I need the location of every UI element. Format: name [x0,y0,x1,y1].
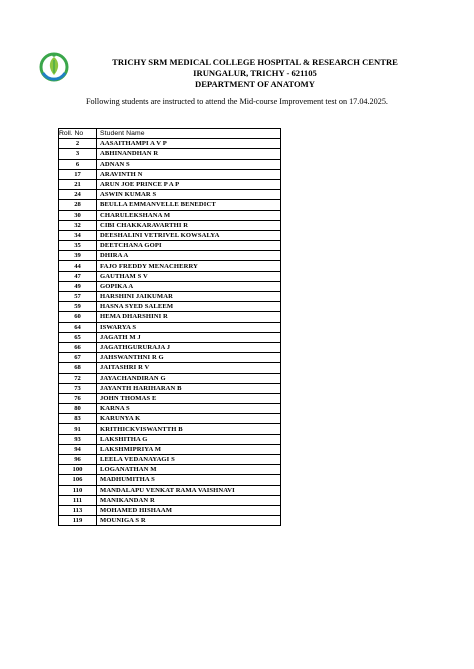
table-row [59,139,281,149]
roll-number-cell: 76 [59,393,97,403]
student-name-cell: ARAVINTH N [97,169,281,179]
roll-number-cell: 83 [59,414,97,424]
roll-number-cell: 35 [59,241,97,251]
table-row [59,393,281,403]
student-name-cell: JAITASHRI R V [97,363,281,373]
table-row [59,455,281,465]
roll-number-cell: 111 [59,495,97,505]
table-row [59,210,281,220]
table-row [59,434,281,444]
letterhead [70,57,440,90]
student-name-cell: JAYANTH HARIHARAN B [97,383,281,393]
student-name-cell: BEULLA EMMANVELLE BENEDICT [97,200,281,210]
student-name-cell: DHIRA A [97,251,281,261]
table-row [59,465,281,475]
student-name-cell: JAGATH M J [97,332,281,342]
student-name-cell: CHARULEKSHANA M [97,210,281,220]
table-row [59,159,281,169]
student-name-cell: LAKSHITHA G [97,434,281,444]
student-name-cell: ABHINANDHAN R [97,149,281,159]
roll-number-cell: 24 [59,190,97,200]
roll-number-cell: 28 [59,200,97,210]
roll-number-cell: 47 [59,271,97,281]
table-header-row [59,129,281,139]
roll-number-cell: 80 [59,404,97,414]
roll-number-cell: 66 [59,342,97,352]
table-row [59,261,281,271]
roll-number-cell: 64 [59,322,97,332]
roll-number-cell: 94 [59,444,97,454]
student-name-cell: GOPIKA A [97,281,281,291]
roll-number-cell: 39 [59,251,97,261]
roll-number-cell: 96 [59,455,97,465]
student-table [58,128,281,526]
student-name-cell: ASWIN KUMAR S [97,190,281,200]
roll-number-cell: 68 [59,363,97,373]
roll-number-cell: 34 [59,230,97,240]
student-name-cell: CIBI CHAKKARAVARTHI R [97,220,281,230]
table-row [59,230,281,240]
table-row [59,353,281,363]
student-name-cell: MOUNIGA S R [97,516,281,526]
college-address: IRUNGALUR, TRICHY - 621105 [193,68,317,78]
roll-number-cell: 32 [59,220,97,230]
roll-number-cell: 21 [59,179,97,189]
student-name-cell: JAYACHANDIRAN G [97,373,281,383]
student-name-cell: KARUNYA K [97,414,281,424]
roll-number-cell: 17 [59,169,97,179]
student-name-cell: KARNA S [97,404,281,414]
table-row [59,322,281,332]
student-name-cell: ARUN JOE PRINCE P A P [97,179,281,189]
table-row [59,414,281,424]
roll-number-cell: 91 [59,424,97,434]
student-name-cell: JAGATHGURURAJA J [97,342,281,352]
student-name-cell: LOGANATHAN M [97,465,281,475]
table-row [59,475,281,485]
roll-number-cell: 113 [59,505,97,515]
table-row [59,444,281,454]
college-logo [38,51,70,83]
roll-number-cell: 119 [59,516,97,526]
student-name-cell: MANDALAPU VENKAT RAMA VAISHNAVI [97,485,281,495]
roll-number-cell: 49 [59,281,97,291]
student-name-cell: HEMA DHARSHINI R [97,312,281,322]
roll-number-cell: 67 [59,353,97,363]
table-row [59,312,281,322]
roll-number-cell: 44 [59,261,97,271]
student-name-cell: ISWARYA S [97,322,281,332]
table-body [59,139,281,526]
intro-text: Following students are instructed to attend the Mid-course Improvement test on 17.04.2025. [86,97,388,106]
column-header-student-name: Student Name [97,129,281,139]
table-row [59,271,281,281]
student-name-cell: HASNA SYED SALEEM [97,302,281,312]
college-name: TRICHY SRM MEDICAL COLLEGE HOSPITAL & RESEARCH CENTRE [112,57,398,67]
roll-number-cell: 72 [59,373,97,383]
student-name-cell: DEESHALINI VETRIVEL KOWSALYA [97,230,281,240]
roll-number-cell: 73 [59,383,97,393]
roll-number-cell: 106 [59,475,97,485]
table-row [59,292,281,302]
student-name-cell: HARSHINI JAIKUMAR [97,292,281,302]
roll-number-cell: 2 [59,139,97,149]
table-row [59,495,281,505]
table-row [59,363,281,373]
table-row [59,241,281,251]
student-name-cell: MANIKANDAN R [97,495,281,505]
table-row [59,251,281,261]
table-row [59,190,281,200]
student-name-cell: LAKSHMIPRIYA M [97,444,281,454]
table-row [59,516,281,526]
table-row [59,342,281,352]
student-name-cell: AASAITHAMPI A V P [97,139,281,149]
table-row [59,404,281,414]
roll-number-cell: 3 [59,149,97,159]
student-name-cell: JOHN THOMAS E [97,393,281,403]
student-name-cell: GAUTHAM S V [97,271,281,281]
student-name-cell: KRITHICKVISWANTTH B [97,424,281,434]
student-name-cell: MADHUMITHA S [97,475,281,485]
table-row [59,332,281,342]
table-row [59,424,281,434]
roll-number-cell: 6 [59,159,97,169]
table-row [59,485,281,495]
student-name-cell: MOHAMED HISHAAM [97,505,281,515]
table-row [59,383,281,393]
roll-number-cell: 100 [59,465,97,475]
table-row [59,505,281,515]
roll-number-cell: 93 [59,434,97,444]
table-row [59,302,281,312]
table-row [59,281,281,291]
roll-number-cell: 60 [59,312,97,322]
column-header-roll-no: Roll. No [59,129,97,139]
table-row [59,220,281,230]
roll-number-cell: 57 [59,292,97,302]
table-row [59,179,281,189]
department-name: DEPARTMENT OF ANATOMY [194,79,315,89]
student-name-cell: FAJO FREDDY MENACHERRY [97,261,281,271]
roll-number-cell: 110 [59,485,97,495]
table-row [59,373,281,383]
student-name-cell: DEETCHANA GOPI [97,241,281,251]
student-name-cell: LEELA VEDANAYAGI S [97,455,281,465]
table-row [59,200,281,210]
roll-number-cell: 65 [59,332,97,342]
table-row [59,149,281,159]
table-row [59,169,281,179]
student-name-cell: ADNAN S [97,159,281,169]
roll-number-cell: 59 [59,302,97,312]
roll-number-cell: 30 [59,210,97,220]
student-name-cell: JAHSWANTHNI R G [97,353,281,363]
